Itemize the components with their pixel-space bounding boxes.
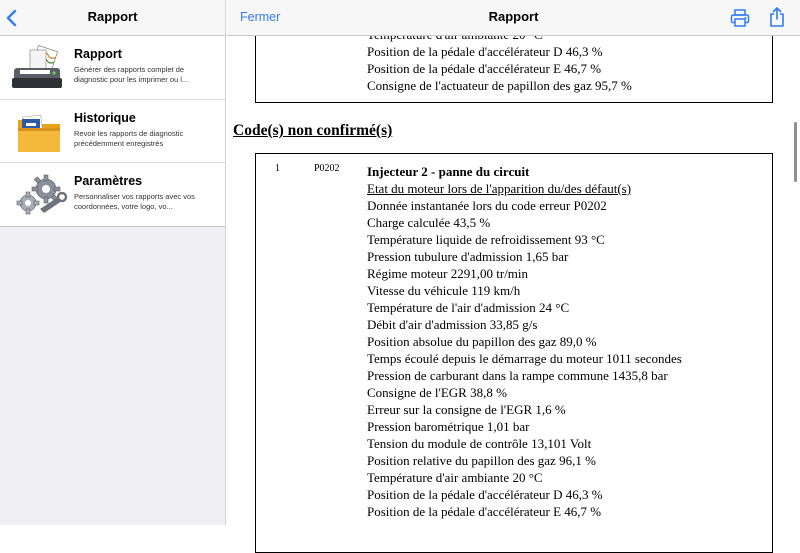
share-icon[interactable] bbox=[768, 6, 786, 28]
report-line: Régime moteur 2291,00 tr/min bbox=[367, 266, 529, 281]
gears-settings-icon bbox=[10, 173, 68, 219]
close-button[interactable]: Fermer bbox=[240, 10, 281, 24]
sidebar-item-description: Générer des rapports complet de diagnostic pour les imprimer ou l... bbox=[74, 65, 189, 84]
fault-subheading: Etat du moteur lors de l'apparition du/des défaut(s) bbox=[367, 181, 632, 196]
report-line: Pression tubulure d'admission 1,65 bar bbox=[367, 249, 569, 264]
fault-code: P0202 bbox=[314, 163, 340, 174]
report-document bbox=[227, 36, 800, 525]
report-line: Débit d'air d'admission 33,85 g/s bbox=[367, 317, 538, 332]
previous-code-box bbox=[255, 26, 773, 103]
report-line: Pression barométrique 1,01 bar bbox=[367, 419, 530, 434]
report-line: Pression de carburant dans la rampe commune 1435,8 bar bbox=[367, 368, 668, 383]
fault-title: Injecteur 2 - panne du circuit bbox=[367, 164, 530, 179]
sidebar-item-rapport[interactable] bbox=[0, 36, 225, 100]
report-line: Température liquide de refroidissement 93 °C bbox=[367, 232, 605, 247]
sidebar-item-name: Historique bbox=[74, 110, 136, 125]
sidebar-item-description: Personnaliser vos rapports avec vos coordonnées, votre logo, vo... bbox=[74, 192, 195, 211]
sidebar bbox=[0, 0, 226, 525]
report-line: Vitesse du véhicule 119 km/h bbox=[367, 283, 521, 298]
detail-header bbox=[227, 0, 800, 36]
report-line: Tension du module de contrôle 13,101 Volt bbox=[367, 436, 592, 451]
report-line: Consigne de l'actuateur de papillon des gaz 95,7 % bbox=[367, 78, 632, 93]
sidebar-item-name: Rapport bbox=[74, 47, 122, 61]
report-line: Température de l'air d'admission 24 °C bbox=[367, 300, 570, 315]
report-line: Position de la pédale d'accélérateur E 46,7 % bbox=[367, 61, 602, 76]
section-heading: Code(s) non confirmé(s) bbox=[233, 122, 393, 139]
print-icon[interactable] bbox=[730, 8, 750, 28]
sidebar-item-text bbox=[74, 173, 219, 212]
report-line: Température d'air ambiante 20 °C bbox=[367, 470, 543, 485]
report-line: Temps écoulé depuis le démarrage du moteur 1011 secondes bbox=[367, 351, 682, 366]
report-line: Erreur sur la consigne de l'EGR 1,6 % bbox=[367, 402, 566, 417]
printer-report-icon bbox=[10, 46, 68, 92]
report-line: Position absolue du papillon des gaz 89,0 % bbox=[367, 334, 597, 349]
sidebar-item-historique[interactable] bbox=[0, 100, 225, 164]
report-line: Position de la pédale d'accélérateur D 46,3 % bbox=[367, 487, 603, 502]
report-line: Position de la pédale d'accélérateur D 46,3 % bbox=[367, 44, 603, 59]
report-line: Position relative du papillon des gaz 96,1 % bbox=[367, 453, 596, 468]
previous-code-lines bbox=[367, 26, 632, 94]
sidebar-item-text bbox=[74, 46, 219, 85]
sidebar-item-description: Revoir les rapports de diagnostic précédemment enregistrés bbox=[74, 128, 184, 148]
sidebar-item-parametres[interactable] bbox=[0, 163, 225, 227]
fault-code-box bbox=[255, 153, 773, 553]
sidebar-item-text bbox=[74, 110, 219, 149]
sidebar-item-name: Paramètres bbox=[74, 174, 143, 188]
fault-details bbox=[367, 163, 682, 520]
folder-history-icon bbox=[10, 110, 68, 156]
sidebar-list bbox=[0, 36, 225, 227]
detail-pane bbox=[227, 0, 800, 525]
fault-number: 1 bbox=[275, 163, 280, 174]
detail-title: Rapport bbox=[488, 9, 539, 24]
report-line: Consigne de l'EGR 38,8 % bbox=[367, 385, 507, 400]
report-line: Donnée instantanée lors du code erreur P0202 bbox=[367, 198, 607, 213]
sidebar-title: Rapport bbox=[87, 9, 138, 24]
sidebar-header bbox=[0, 0, 225, 36]
report-line: Charge calculée 43,5 % bbox=[367, 215, 491, 230]
report-line: Position de la pédale d'accélérateur E 46,7 % bbox=[367, 504, 602, 519]
vertical-scrollbar[interactable] bbox=[794, 122, 797, 182]
